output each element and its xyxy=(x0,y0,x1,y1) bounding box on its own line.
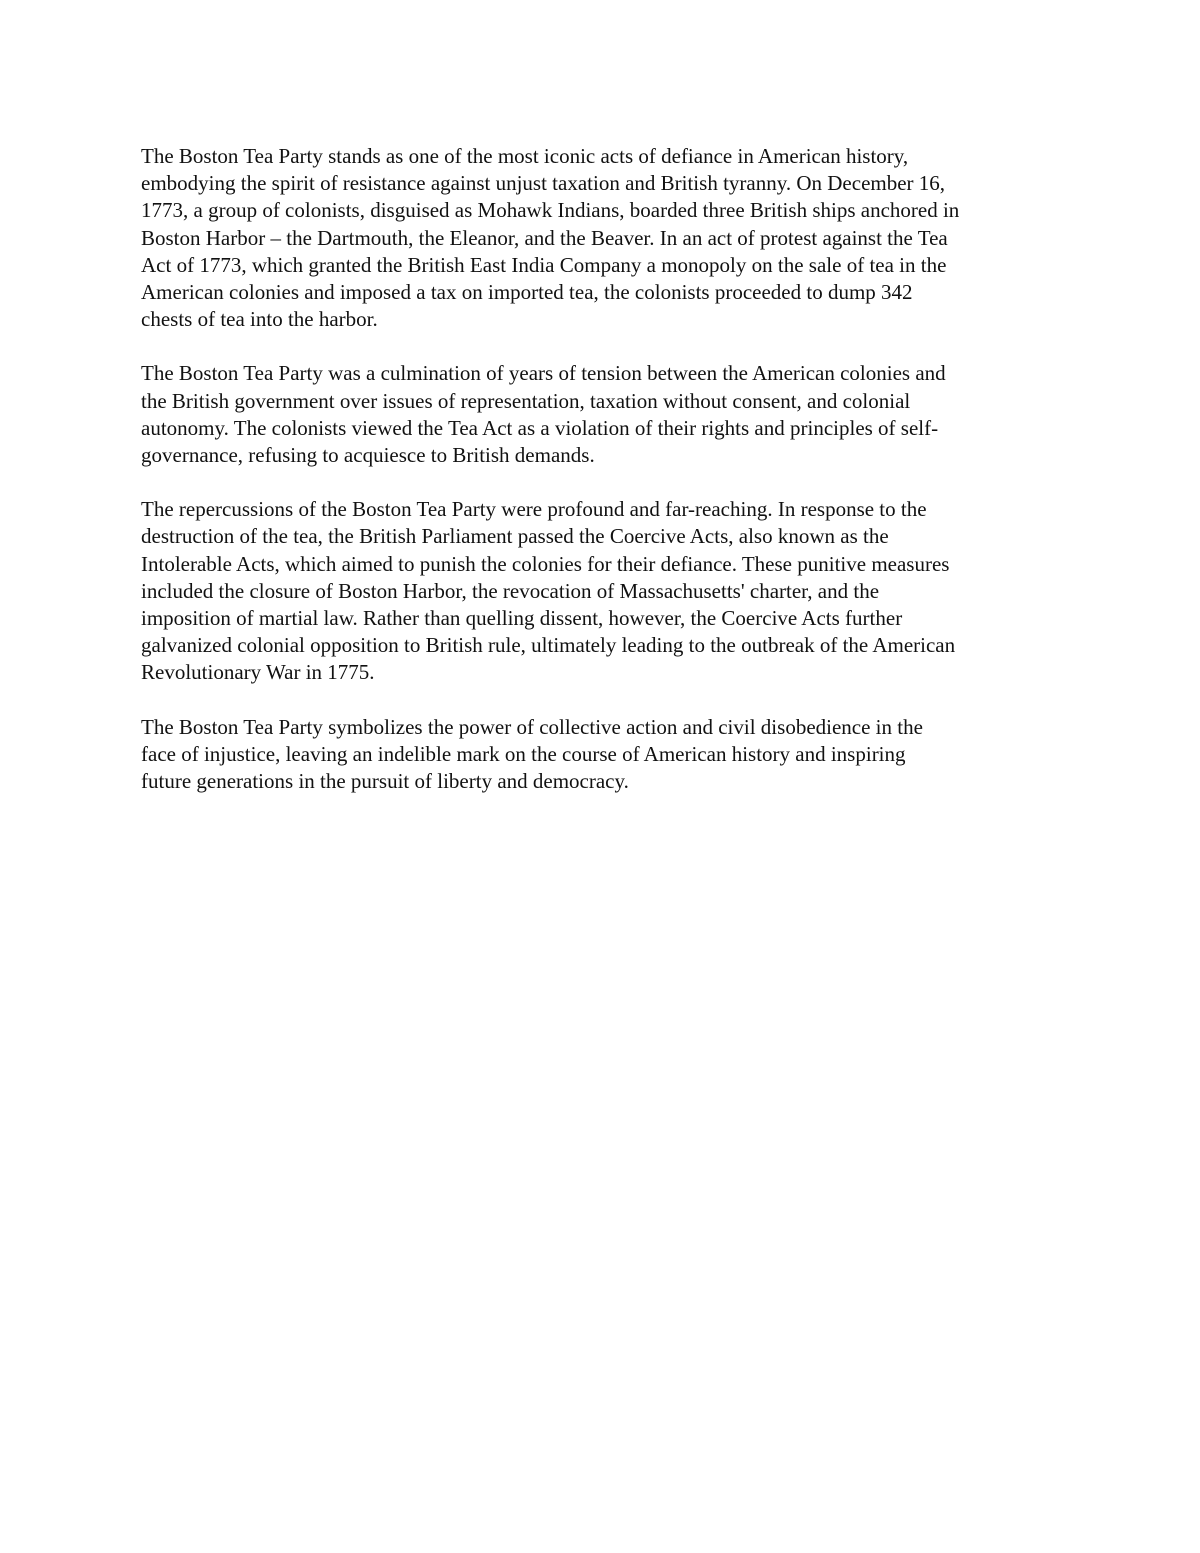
paragraph-4 xyxy=(141,714,1071,796)
text-line: imposition of martial law. Rather than quelling dissent, however, the Coercive Acts further xyxy=(141,606,903,631)
text-line: American colonies and imposed a tax on imported tea, the colonists proceeded to dump 342 xyxy=(141,280,913,305)
text-line: chests of tea into the harbor. xyxy=(141,307,378,332)
text-line: governance, refusing to acquiesce to British demands. xyxy=(141,443,595,468)
text-line: The Boston Tea Party symbolizes the power of collective action and civil disobedience in the xyxy=(141,714,923,739)
text-line: autonomy. The colonists viewed the Tea Act as a violation of their rights and principles of self- xyxy=(141,415,939,440)
text-line: Act of 1773, which granted the British East India Company a monopoly on the sale of tea in the xyxy=(141,252,947,277)
text-line: embodying the spirit of resistance against unjust taxation and British tyranny. On December 16, xyxy=(141,171,946,196)
text-line: future generations in the pursuit of liberty and democracy. xyxy=(141,769,629,794)
text-line: Revolutionary War in 1775. xyxy=(141,660,375,685)
text-line: The Boston Tea Party stands as one of the most iconic acts of defiance in American history, xyxy=(141,144,909,168)
text-line: The repercussions of the Boston Tea Party were profound and far-reaching. In response to the xyxy=(141,497,927,522)
text-line: Intolerable Acts, which aimed to punish the colonies for their defiance. These punitive measures xyxy=(141,551,950,576)
document-body xyxy=(141,143,1071,822)
text-line: the British government over issues of representation, taxation without consent, and colonial xyxy=(141,388,911,413)
text-line: destruction of the tea, the British Parliament passed the Coercive Acts, also known as the xyxy=(141,524,889,549)
text-line: galvanized colonial opposition to British rule, ultimately leading to the outbreak of the American xyxy=(141,633,956,658)
text-line: face of injustice, leaving an indelible mark on the course of American history and inspiring xyxy=(141,741,906,766)
paragraph-2 xyxy=(141,360,1071,469)
text-line: 1773, a group of colonists, disguised as Mohawk Indians, boarded three British ships anchored in xyxy=(141,198,960,223)
text-line: The Boston Tea Party was a culmination of years of tension between the American colonies and xyxy=(141,361,946,386)
paragraph-3 xyxy=(141,496,1071,686)
text-line: Boston Harbor – the Dartmouth, the Eleanor, and the Beaver. In an act of protest against the Tea xyxy=(141,225,948,250)
paragraph-1 xyxy=(141,143,1071,333)
text-line: included the closure of Boston Harbor, the revocation of Massachusetts' charter, and the xyxy=(141,578,880,603)
